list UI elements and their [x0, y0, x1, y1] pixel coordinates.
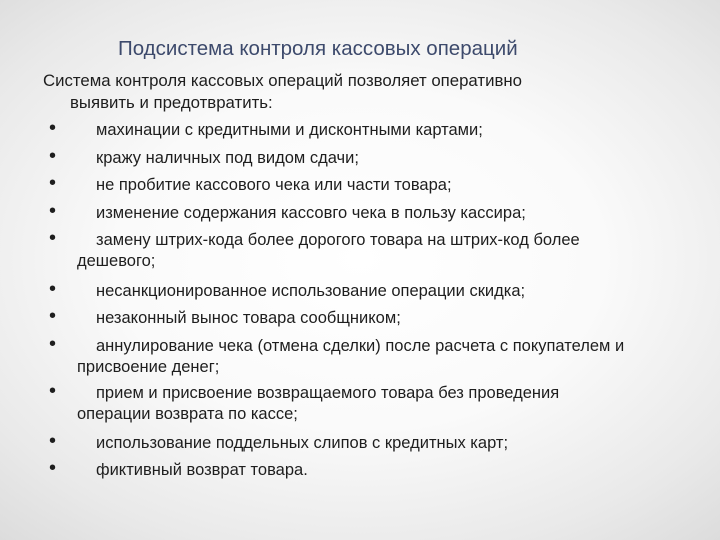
bullet-text: изменение содержания кассовго чека в пользу кассира;	[96, 204, 526, 222]
bullet-text: прием и присвоение возвращаемого товара без проведения	[96, 384, 560, 402]
bullet-text-continued: операции возврата по кассе;	[77, 405, 298, 423]
bullet-text: махинации с кредитными и дисконтными картами;	[96, 121, 483, 139]
bullet-dot-icon: •	[49, 200, 57, 222]
bullet-dot-icon: •	[49, 333, 57, 355]
bullet-dot-icon: •	[49, 305, 57, 327]
intro-line-1: Система контроля кассовых операций позволяет оперативно	[43, 71, 522, 90]
bullet-dot-icon: •	[49, 278, 57, 300]
bullet-text: фиктивный возврат товара.	[96, 461, 308, 479]
bullet-text: незаконный вынос товара сообщником;	[96, 309, 401, 327]
bullet-text: замену штрих-кода более дорогого товара на штрих-код более	[96, 231, 580, 249]
bullet-text-continued: присвоение денег;	[77, 358, 220, 376]
bullet-dot-icon: •	[49, 117, 57, 139]
bullet-dot-icon: •	[49, 380, 57, 402]
bullet-text: не пробитие кассового чека или части товара;	[96, 176, 452, 194]
bullet-dot-icon: •	[49, 457, 57, 479]
intro-text	[43, 70, 683, 114]
bullet-text-continued: дешевого;	[77, 252, 156, 270]
bullet-dot-icon: •	[49, 430, 57, 452]
bullet-dot-icon: •	[49, 172, 57, 194]
bullet-dot-icon: •	[49, 145, 57, 167]
slide-title: Подсистема контроля кассовых операций	[118, 37, 518, 60]
bullet-text: несанкционированное использование операции скидка;	[96, 282, 526, 300]
bullet-text: аннулирование чека (отмена сделки) после расчета с покупателем и	[96, 337, 625, 355]
bullet-text: использование поддельных слипов с кредитных карт;	[96, 434, 509, 452]
intro-line-2: выявить и предотвратить:	[70, 93, 273, 112]
bullet-dot-icon: •	[49, 227, 57, 249]
bullet-text: кражу наличных под видом сдачи;	[96, 149, 359, 167]
